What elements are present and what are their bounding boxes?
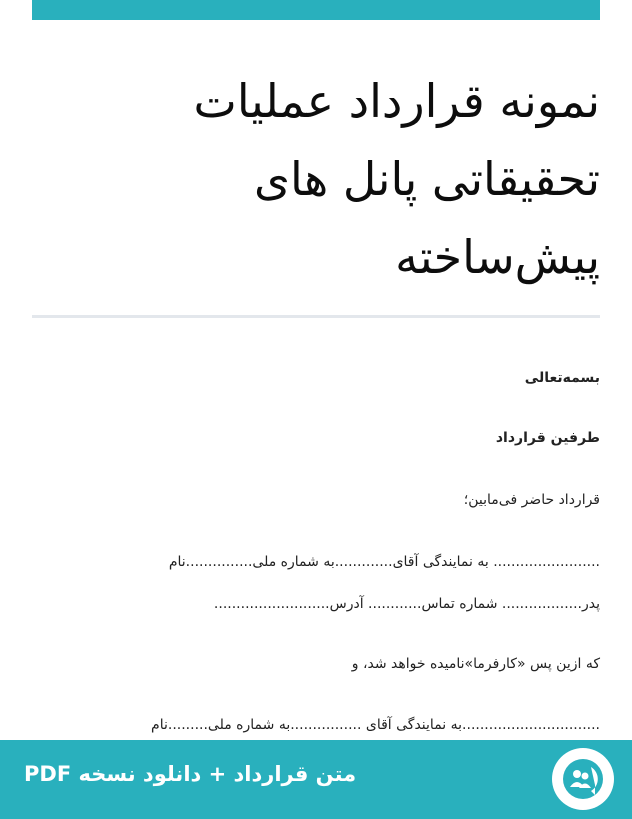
paragraph-party1-line2: پدر.................. شماره تماس............ آدرس.......................... xyxy=(213,596,600,612)
paragraph-party1-line1: ........................ به نمایندگی آقای.............به شماره ملی...............نام xyxy=(168,554,600,570)
title-line-2: تحقیقاتی پانل های xyxy=(253,152,600,206)
heading-parties: طرفین قرارداد xyxy=(495,430,600,446)
paragraph-employer-note: که ازین پس «کارفرما»نامیده خواهد شد، و xyxy=(351,656,600,672)
title-line-1: نمونه قرارداد عملیات xyxy=(193,74,600,128)
top-accent-bar xyxy=(32,0,600,20)
title-line-3: پیش‌ساخته xyxy=(395,230,600,284)
title-divider xyxy=(32,315,600,318)
paragraph-intro: قرارداد حاضر فی‌مابین؛ xyxy=(463,492,600,508)
download-banner[interactable] xyxy=(0,740,632,819)
heading-bismillah: بسمه‌تعالی xyxy=(524,370,600,386)
people-chat-icon xyxy=(552,748,614,810)
paragraph-party2-line1: ...............................به نمایندگی آقای ................به شماره ملی.........نام xyxy=(151,717,600,733)
page-title xyxy=(80,62,600,296)
download-banner-label[interactable]: متن قرارداد + دانلود نسخه PDF xyxy=(24,762,357,786)
